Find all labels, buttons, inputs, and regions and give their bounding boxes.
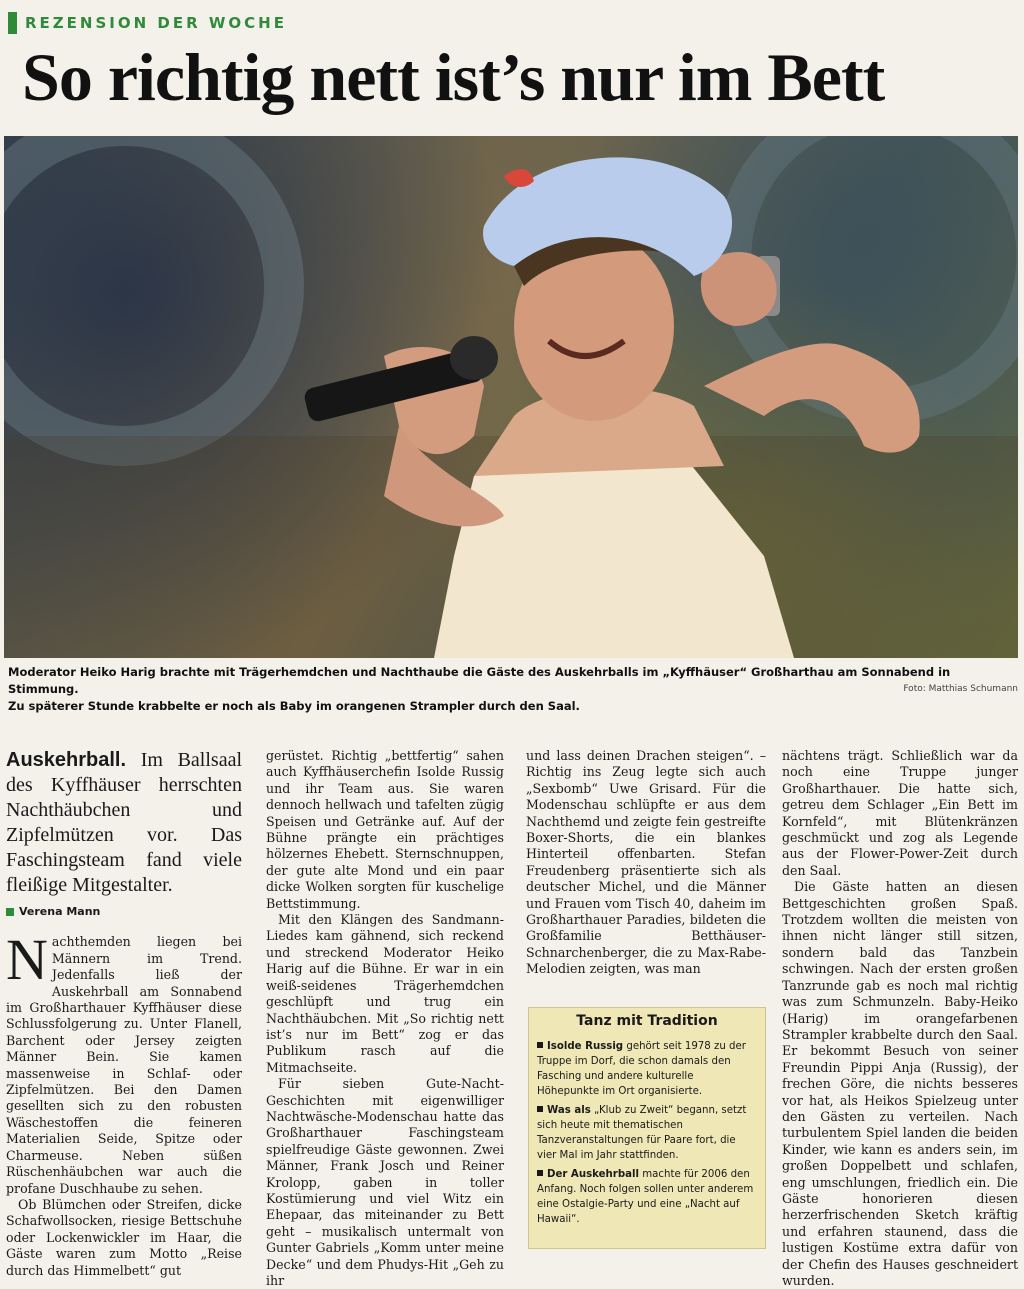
photo-illustration bbox=[4, 136, 1018, 658]
bullet-icon bbox=[537, 1042, 543, 1048]
kicker-label: REZENSION DER WOCHE bbox=[25, 14, 287, 32]
info-item-text: „Klub zu Zweit“ begann, setzt sich heute mit thematischen Tanzveranstaltungen für Paare fort, die vier Mal im Jahr stattfinden. bbox=[537, 1105, 747, 1161]
article-column-3 bbox=[526, 748, 766, 978]
paragraph: Für sieben Gute-Nacht-Geschichten mit eigenwilliger Nachtwäsche-Modenschau hatte das Großharthauer Faschingsteam spielfreudige Gäste gewonnen. Zwei Männer, Frank Josch und Reiner Krolopp, gaben in toller Kostümierung und viel Witz ein Ehepaar, das miteinander zu Bett geht – musikalisch untermalt von Gunter Gabriels „Komm unter meine Decke“ und dem Phudys-Hit „Geh zu ihr bbox=[266, 1076, 504, 1288]
article-column-2 bbox=[266, 748, 504, 1289]
paragraph: und lass deinen Drachen steigen“. – Richtig ins Zeug legte sich auch „Sexbomb“ Uwe Grisard. Für die Modenschau schlüpfte er aus dem Nachthemd und zeigte fein gestreifte Boxer-Shorts, die ein blankes Hinterteil offenbarten. Stefan Freudenberg präsentierte sich als deutscher Michel, und die Männer und Frauen vom Tisch 40, daheim im Großharthauer Paradies, bildeten die Großfamilie Betthäuser-Schnarchenberger, die zu Max-Rabe-Melodien zeigten, was man bbox=[526, 748, 766, 977]
info-box-item bbox=[537, 1167, 757, 1227]
article-lead bbox=[6, 748, 242, 898]
section-kicker bbox=[8, 12, 287, 34]
paragraph-text: achthemden liegen bei Männern im Trend. Jedenfalls ließ der Auskehrball am Sonnabend im Großharthauer Kyffhäuser diese Schlussfolgerung zu. Unter Flanell, Barchent oder Jersey zeigten Männer Bein. Sie kamen massenweise in Schlaf- oder Zipfelmützen. Bei den Damen gesellten sich zu den robusten Wäschestoffen die feineren Materialien Seide, Spitze oder Charmeuse. Neben süßen Rüschenhäubchen war auch die profane Duschhaube zu sehen. bbox=[6, 934, 242, 1196]
info-box bbox=[528, 1007, 766, 1249]
info-box-item bbox=[537, 1103, 757, 1163]
info-box-item bbox=[537, 1039, 757, 1099]
headline: So richtig nett ist’s nur im Bett bbox=[22, 39, 885, 115]
article-column-4 bbox=[782, 748, 1018, 1289]
paragraph bbox=[6, 927, 242, 1197]
info-item-strong: Was als bbox=[547, 1105, 591, 1116]
info-item-text: machte für 2006 den Anfang. Noch folgen sollen unter anderem eine Ostalgie-Party und eine „Nacht auf Hawaii“. bbox=[537, 1169, 754, 1225]
lead-text: Im Ballsaal des Kyffhäuser herrschten Nachthäubchen und Zipfelmützen vor. Das Faschingsteam fand viele fleißige Mitgestalter. bbox=[6, 749, 242, 896]
caption-line-1: Moderator Heiko Harig brachte mit Trägerhemdchen und Nachthaube die Gäste des Auskehrballs im „Kyffhäuser“ Großharthau am Sonnabend in Stimmung. bbox=[8, 665, 951, 696]
bullet-icon bbox=[537, 1106, 543, 1112]
paragraph: nächtens trägt. Schließlich war da noch eine Truppe junger Großharthauer. Die hatte sich, getreu dem Schlager „Ein Bett im Kornfeld“, mit Blütenkränzen geschmückt und zog als Legende aus der Flower-Power-Zeit durch den Saal. bbox=[782, 748, 1018, 878]
photo-credit: Foto: Matthias Schumann bbox=[903, 684, 1018, 694]
author-name: Verena Mann bbox=[19, 905, 101, 918]
paragraph: Die Gäste hatten an diesen Bettgeschichten großen Spaß. Trotzdem wollten die meisten von ihnen nicht länger still sitzen, sondern bald das Tanzbein schwingen. Nach der ersten großen Tanzrunde gab es noch mal richtig was zum Schmunzeln. Baby-Heiko (Harig) im orangefarbenen Strampler krabbelte durch den Saal. Er bekommt Besuch von seiner Freundin Pippi Anja (Russig), der frechen Göre, die nichts besseres vor hat, als Heikos Spielzeug unter den Gästen zu verteilen. Nach turbulentem Spiel landen die beiden Kinder, wie kann es anders sein, im großen Doppelbett und schlafen, eng umschlungen, friedlich ein. Die Gäste honorieren diesen herzerfrischenden Sketch kräftig und erfahren staunend, dass die lustigen Kostüme extra dafür von der Chefin des Hauses geschneidert wurden. bbox=[782, 879, 1018, 1288]
paragraph: gerüstet. Richtig „bettfertig“ sahen auch Kyffhäuserchefin Isolde Russig und ihr Team aus. Sie waren dennoch hellwach und tafelten zügig Speisen und Getränke auf. Auf der Bühne prängte ein prächtiges hölzernes Ehebett. Sternschnuppen, der gute alte Mond und ein paar dicke Wolken sorgten für kuschelige Bettstimmung. bbox=[266, 748, 504, 911]
info-box-title: Tanz mit Tradition bbox=[576, 1013, 718, 1029]
info-item-strong: Der Auskehrball bbox=[547, 1169, 639, 1180]
paragraph: Mit den Klängen des Sandmann-Liedes kam gähnend, sich reckend und streckend Moderator Heiko Harig auf die Bühne. Er war in ein weiß-seidenes Trägerhemdchen geschlüpft und trug ein Nachthäubchen. Mit „So richtig nett ist’s nur im Bett“ zog er das Publikum rasch auf die Mitmachseite. bbox=[266, 912, 504, 1075]
kicker-bar bbox=[8, 12, 17, 34]
info-item-text: gehört seit 1978 zu der Truppe im Dorf, die schon damals den Fasching und andere kulturelle Höhepunkte im Ort organisierte. bbox=[537, 1041, 746, 1097]
info-item-strong: Isolde Russig bbox=[547, 1041, 624, 1052]
article-photo bbox=[4, 136, 1018, 658]
dropcap: N bbox=[6, 927, 48, 993]
photo-caption bbox=[8, 664, 1018, 715]
article-column-1 bbox=[6, 748, 242, 1279]
author-marker-icon bbox=[6, 908, 14, 916]
author-byline bbox=[6, 904, 242, 920]
bullet-icon bbox=[537, 1170, 543, 1176]
caption-line-2: Zu späterer Stunde krabbelte er noch als Baby im orangenen Strampler durch den Saal. bbox=[8, 699, 580, 713]
lead-keyword: Auskehrball. bbox=[6, 749, 127, 771]
paragraph: Ob Blümchen oder Streifen, dicke Schafwollsocken, riesige Bettschuhe oder Lockenwickler im Haar, die Gäste waren zum Motto „Reise durch das Himmelbett“ gut bbox=[6, 1196, 242, 1278]
